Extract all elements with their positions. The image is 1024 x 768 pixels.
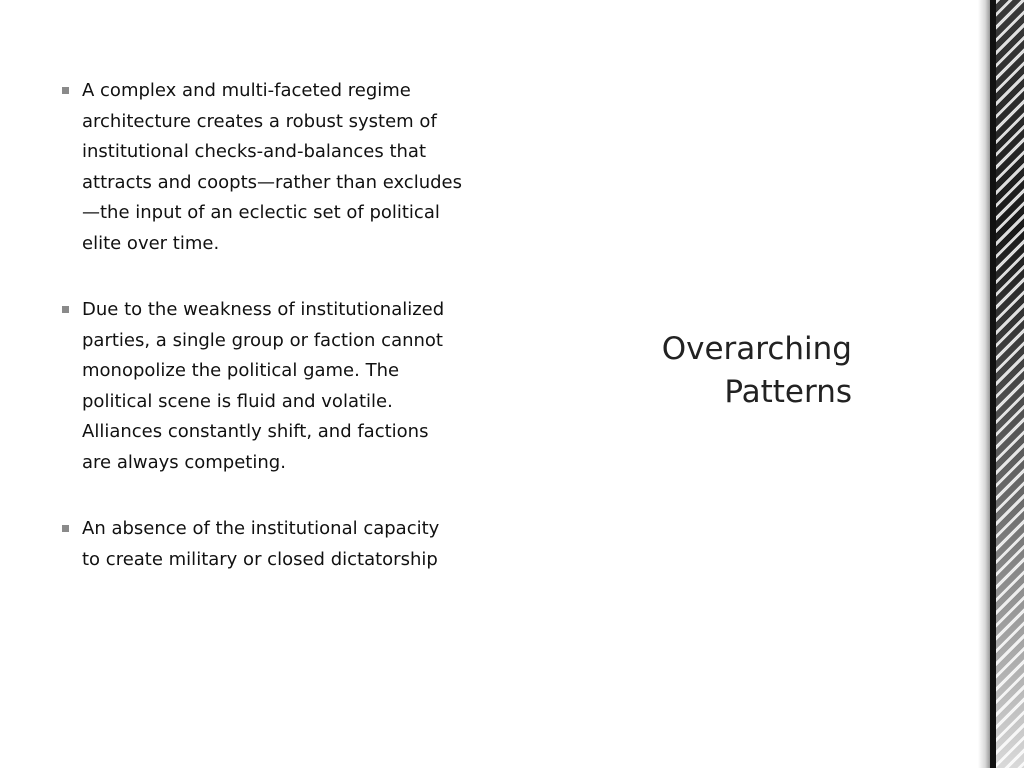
decorative-edge — [978, 0, 1024, 768]
bullet-text-3: An absence of the institutional capacity to create military or closed dictatorship — [82, 518, 440, 570]
square-bullet-icon — [62, 87, 69, 94]
bullet-item-3 — [62, 514, 462, 575]
slide-title: Overarching Patterns — [661, 331, 852, 410]
edge-pattern — [996, 0, 1024, 768]
bullet-text-2: Due to the weakness of institutionalized parties, a single group or faction cannot monopolize the political game. The political scene is fluid and volatile. Alliances constantly shift, and factions are always competing. — [82, 299, 445, 473]
edge-shadow — [978, 0, 990, 768]
bullet-item-2 — [62, 295, 462, 478]
square-bullet-icon — [62, 306, 69, 313]
bullet-text-1: A complex and multi-faceted regime architecture creates a robust system of institutional checks-and-balances that attracts and coopts—rather than excludes—the input of an eclectic set of political elite over time. — [82, 80, 462, 254]
bullet-item-1 — [62, 76, 462, 259]
square-bullet-icon — [62, 525, 69, 532]
bullet-list — [62, 76, 462, 611]
